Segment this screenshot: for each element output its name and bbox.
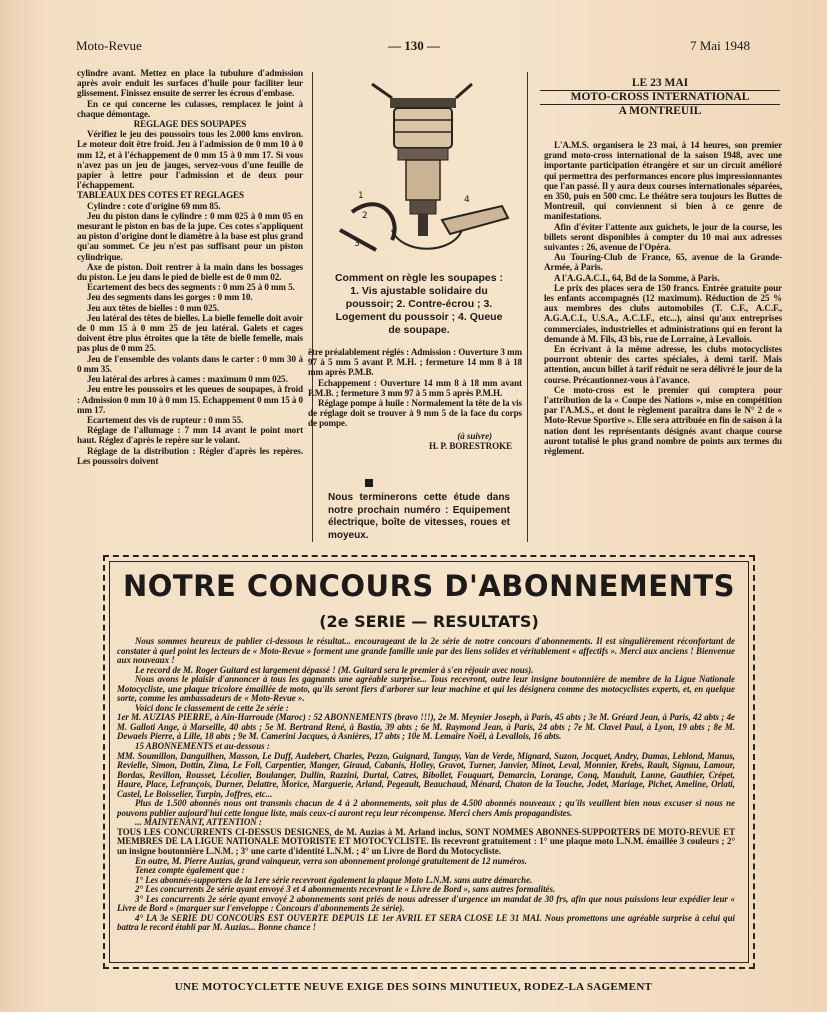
svg-text:1: 1 (358, 191, 364, 201)
svg-text:4: 4 (464, 195, 470, 205)
paragraph: 3° Les concurrents 2e série ayant envoyé 2 abonnements sont priés de nous adresser d'urgence un mandat de 30 frs, afin que nous puissions leur expédier leur « Livre de Bord » (marquer sur l'enveloppe : Concours d'abonnements 2e série). (117, 893, 735, 914)
paragraph: Réglage de la distribution : Régler d'après les repères. Les poussoirs doivent (77, 445, 303, 466)
paragraph: Le record de M. Roger Guitard est largement dépassé ! (M. Guitard sera le premier à s'en réjouir avec nous). (135, 664, 534, 675)
ranking-paragraph: 1er M. AUZIAS PIERRE, à Aïn-Harroude (Maroc) : 52 ABONNEMENTS (bravo !!!), 2e M. Meynier Joseph, à Paris, 45 abts ; 3e M. Gréard Jean, à Paris, 42 abts ; 4e M. Galloti Ange, à Marseille, 40 abts ; 5e M. Bertrand René, à Bastia, 39 abts ; 6e M. Raymond Jean, à Paris, 24 abts ; 7e M. Clavel Paul, à Lyon, 19 abts ; 8e M. Dewaels Pierre, à Lille, 18 abts ; 9e M. Camerini Jacques, à Asnières, 17 abts ; 10e M. Lemaire Noël, à Levallois, 16 abts. (117, 712, 735, 742)
title-line: A MONTREUIL (618, 105, 702, 117)
article-column-2 (308, 347, 522, 451)
paragraph: Ecartement des vis de rupteur : 0 mm 55. (87, 414, 244, 425)
paragraph: Ecartement des becs des segments : 0 mm 25 à 0 mm 5. (87, 282, 295, 293)
paragraph: Cylindre : cote d'origine 69 mm 85. (87, 200, 221, 211)
paragraph: TOUS LES CONCURRENTS CI-DESSUS DESIGNES, de M. Auzias à M. Arland inclus, SONT NOMMES ABONNES-SUPPORTERS DE MOTO-REVUE ET MEMBRES DE LA LIGUE NATIONALE MOTORISTE ET MOTOCYCLISTE. Ils recevront gratuitement : 1° une plaque moto L.N.M. émaillée 3 couleurs ; 2° un insigne boutonnière L.N.M. ; 3° une carte d'identité L.N.M. ; 4° un Livre de Bord du Motocycliste. (117, 826, 735, 857)
paragraph: A l'A.G.A.C.I., 64, Bd de la Somme, à Paris. (554, 272, 720, 283)
paragraph: 2° Les concurrents 2e série ayant envoyé 3 et 4 abonnements recevront le « Livre de Bord », sans autres formalités. (135, 884, 556, 895)
names-list: MM. Soumillon, Danguilhen, Masson, Le Duff, Audebert, Charles, Pezzo, Guignard, Tanguy, Van de Verde, Mignard, Suzon, Jocquet, Andry, Dumas, Leblond, Manus, Revielle, Simon, Dottin, Zima, Le Foll, Carpentier, Manger, Giraud, Cabanis, Holley, Gravot, Turner, Janvier, Minot, Leval, Monnier, Krebs, Rault, Signau, Lamour, Bordas, Revillon, Rousset, Lécolier, Boulanger, Dullin, Razzini, Durtal, Catres, Bibollet, Fouquart, Demarcin, Lorange, Conq, Mauduit, Lanne, Gauthier, Crépet, Haure, Place, Lefrançois, Durner, Delattre, Morice, Marguerie, Arland, Pegeault, Beauchaud, Ménard, Chaton de la Touche, Jodet, Mariage, Pichet, Ameline, Orlati, Castel, Le Boisselier, Turpin, Joffres, etc... (117, 750, 735, 799)
paragraph: Jeu de l'ensemble des volants dans le carter : 0 mm 30 à 0 mm 35. (77, 353, 303, 374)
subscription-contest-box (103, 555, 755, 969)
article-column-3 (544, 140, 782, 456)
paragraph: Nous avons le plaisir d'annoncer à tous les gagnants une agréable surprise... Tous recevront, outre leur insigne boutonnière de membre de la Ligue Nationale Motocycliste, une plaque tricolore émaillée de moto, qu'ils seront fiers d'arborer sur leur machine et qui les désignera comme des motocyclistes experts, et, en quelque sorte, comme les ambassadeurs de « Moto-Revue ». (117, 674, 735, 704)
paragraph: Ce moto-cross est le premier qui comptera pour l'attribution de la « Coupe des Nations », mise en compétition par l'A.M.S., et dont le règlement paraîtra dans le N° 2 de « Moto-Revue Sportive ». Elle sera attribuée en fin de saison à la nation dont les représentants désignés avant chaque course auront totalisé le plus grand nombre de points aux termes du règlement. (544, 384, 782, 457)
author-byline: H. P. BORESTROKE (429, 440, 512, 451)
contest-text (117, 637, 735, 933)
paragraph: Jeu latéral des arbres à cames : maximum 0 mm 025. (87, 374, 288, 385)
column-rule (312, 72, 313, 542)
paragraph: Vérifiez le jeu des poussoirs tous les 2.000 kms environ. Le moteur doit être froid. Jeu à l'admission de 0 mm 10 à 0 mm 12, et à l'échappement de 0 mm 15 à 0 mm 17. Si vous n'avez pas un jeu de jauges, servez-vous d'une feuille de papier à lettre pour l'admission et de deux pour l'échappement. (77, 129, 303, 191)
paragraph: Echappement : Ouverture 14 mm 8 à 18 mm avant P.M.B. ; fermeture 3 mm 97 à 5 mm 5 après P.M.H. (308, 377, 522, 398)
page-number: — 130 — (388, 38, 440, 53)
article-title (540, 77, 780, 118)
paragraph: En outre, M. Pierre Auzias, grand vainqueur, verra son abonnement prolongé gratuitement de 12 numéros. (135, 855, 527, 866)
paragraph: Le prix des places sera de 150 francs. Entrée gratuite pour les enfants accompagnés (12 maximum). Réduction de 25 % aux membres des clubs automobiles (T. C.F., A.C.F., A.G.A.C.I., U.S.A., A.C.I.F., etc...), ainsi qu'aux entreprises commerciales, industrielles et administrations qui en feront la demande à M. Fils, 43 bis, rue de Lorraine, à Levallois. (544, 282, 782, 344)
contest-title: NOTRE CONCOURS D'ABONNEMENTS (122, 569, 736, 603)
paragraph: 15 ABONNEMENTS et au-dessous : (135, 741, 270, 752)
figure-caption: Comment on règle les soupapes : 1. Vis ajustable solidaire du poussoir; 2. Contre-écrou ; 3. Logement du poussoir ; 4. Queue de soupape. (334, 272, 504, 336)
title-line: MOTO-CROSS INTERNATIONAL (540, 90, 780, 105)
column-rule (527, 72, 528, 542)
paragraph: cylindre avant. Mettez en place la tubulure d'admission après avoir enduit les surfaces d'huile pour faciliter leur glissement. Finissez ensuite de serrer les écrous d'embase. (77, 68, 303, 99)
article-column-1 (77, 68, 303, 466)
a-suivre: (à suivre) (457, 430, 492, 441)
svg-text:3: 3 (354, 239, 360, 249)
paragraph: L'A.M.S. organisera le 23 mai, à 14 heures, son premier grand moto-cross international de la saison 1948, avec une importante participation étrangère et sur un circuit amélioré qui permettra des performances encore plus impressionnantes que l'an passé. Il y aura deux courses internationales séparées, en 350, puis en 500 cmc. Le théâtre sera toujours les Buttes de Montreuil, qui conviennent si bien à ce genre de manifestations. (544, 140, 782, 222)
paragraph: En écrivant à la même adresse, les clubs motocyclistes pourront obtenir des cartes spéciales, à demi tarif. Mais attention, aucun billet à tarif réduit ne sera délivré le jour de la course. Précautionnez-vous à l'avance. (544, 344, 782, 385)
paragraph: Voici donc le classement de cette 2e série : (135, 702, 289, 713)
paragraph: Au Touring-Club de France, 65, avenue de la Grande-Armée, à Paris. (544, 252, 782, 273)
paragraph: Nous sommes heureux de publier ci-dessous le résultat... encourageant de la 2e série de notre concours d'abonnements. Il est singulièrement réconfortant de constater à quel point les lecteurs de « Moto-Revue » forment une grande famille unie par des liens solides et véritablement « affectifs ». Merci aux anciens ! Bienvenue aux nouveaux ! (117, 636, 735, 666)
svg-text:2: 2 (362, 211, 368, 221)
paragraph: ... MAINTENANT, ATTENTION : (135, 817, 262, 828)
paragraph: En ce qui concerne les culasses, remplacez le joint à chaque démontage. (77, 98, 303, 119)
paragraph: Afin d'éviter l'attente aux guichets, le jour de la course, les billets seront disponibles à compter du 10 mai aux adresses suivantes : 26, avenue de l'Opéra. (544, 221, 782, 253)
paragraph: 1° Les abonnés-supporters de la 1ere série recevront également la plaque Moto L.N.M. sans autre démarche. (135, 874, 533, 885)
valve-adjustment-illustration (332, 80, 512, 266)
paragraph: être préalablement réglés : Admission : Ouverture 3 mm 97 à 5 mm 5 avant P. M.H. ; fermeture 14 mm 8 à 18 mm après P.M.B. (308, 347, 522, 378)
paragraph: Jeu entre les poussoirs et les queues de soupapes, à froid : Admission 0 mm 10 à 0 mm 15. Echappement 0 mm 15 à 0 mm 17. (77, 384, 303, 415)
paragraph: Jeu des segments dans les gorges : 0 mm 10. (87, 292, 253, 303)
continuation-note: Nous terminerons cette étude dans notre prochain numéro : Equipement électrique, boîte de vitesses, roues et moyeux. (328, 492, 510, 541)
contest-subtitle: (2e SERIE — RESULTATS) (319, 612, 539, 631)
paragraph: Jeu du piston dans le cylindre : 0 mm 025 à 0 mm 05 en mesurant le piston en bas de la jupe. Ces cotes s'appliquent au piston d'origine dont le diamètre à la base est plus grand qu'au sommet. Ce jeu n'est pas suffisant pour un piston cylindrique. (77, 210, 303, 262)
paragraph: Réglage pompe à huile : Normalement la tête de la vis de réglage doit se trouver à 9 mm 5 de la face du corps de pompe. (308, 398, 522, 429)
section-heading: REGLAGE DES SOUPAPES (133, 119, 247, 130)
paragraph: 4° LA 3e SERIE DU CONCOURS EST OUVERTE DEPUIS LE 1er AVRIL ET SERA CLOSE LE 31 MAI. Nous promettons une agréable surprise à celui qui battra le record établi par M. Auzias... Bonne chance ! (117, 912, 735, 933)
paragraph: Jeu aux têtes de bielles : 0 mm 025. (87, 302, 220, 313)
paragraph: Jeu latéral des têtes de bielles. La bielle femelle doit avoir de 0 mm 15 à 0 mm 25 de jeu latéral. Galets et cages doivent être plus étroites que la tête de bielle femelle, mais pas plus de 0 mm 25. (77, 312, 303, 354)
title-line: LE 23 MAI (631, 77, 689, 89)
section-heading: TABLEAUX DES COTES ET REGLAGES (77, 190, 244, 201)
paragraph: Réglage de l'allumage : 7 mm 14 avant le point mort haut. Réglez d'après le repère sur le volant. (77, 425, 303, 446)
paragraph: Axe de piston. Doit rentrer à la main dans les bossages du piston. Le jeu dans le pied de bielle est de 0 mm 02. (77, 261, 303, 283)
page-footer: UNE MOTOCYCLETTE NEUVE EXIGE DES SOINS MINUTIEUX, RODEZ-LA SAGEMENT (174, 981, 653, 993)
paragraph: Tenez compte également que : (135, 865, 245, 876)
running-header-left: Moto-Revue (76, 38, 142, 53)
issue-date: 7 Mai 1948 (690, 38, 750, 53)
paragraph: Plus de 1.500 abonnés nous ont transmis chacun de 4 à 2 abonnements, soit plus de 4.500 abonnés nouveaux ; qu'ils veuillent bien nous excuser si nous ne pouvons publier aujourd'hui cette longue liste, mais ceux-ci auront reçu leur récompense. Merci chers Amis propagandistes. (117, 798, 735, 818)
section-end-mark (365, 479, 373, 487)
